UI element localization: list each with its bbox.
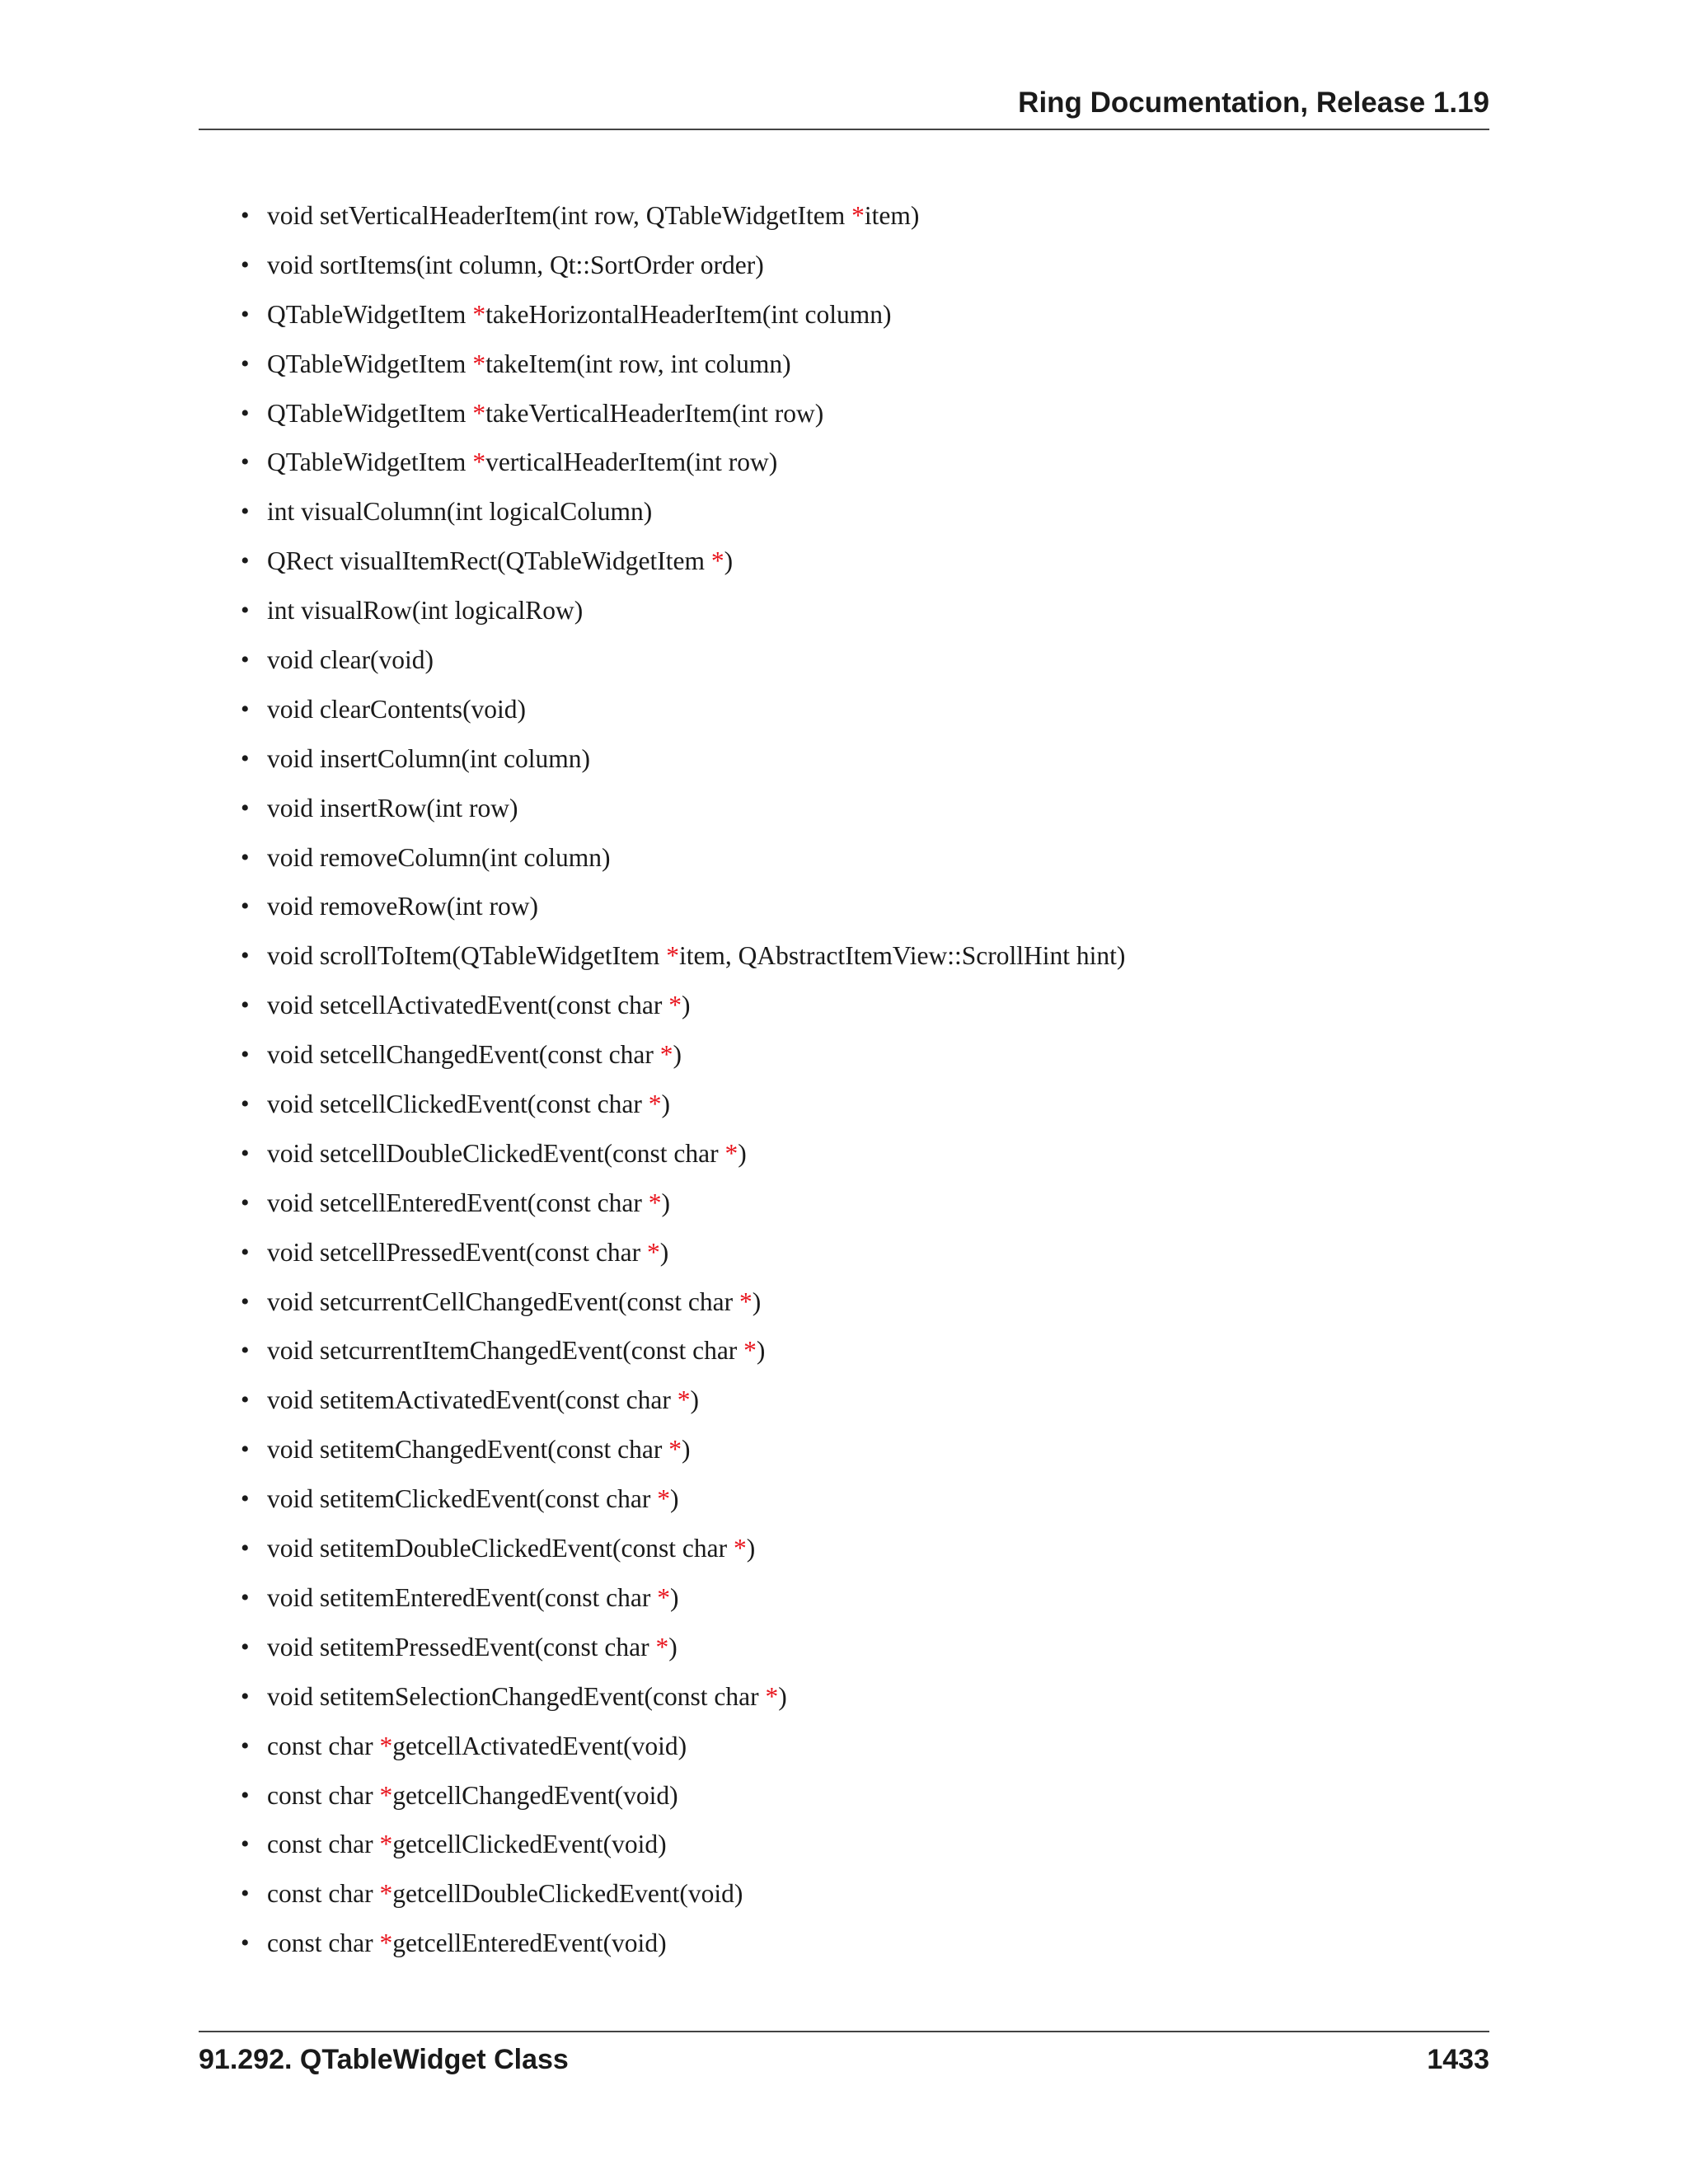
item-text-before: int visualColumn(int logicalColumn) [267, 497, 653, 527]
list-item [199, 635, 1489, 685]
item-text-before: void setcellEnteredEvent(const char [267, 1188, 649, 1217]
item-text-after: ) [681, 991, 691, 1020]
pointer-star: * [668, 991, 682, 1020]
list-item [199, 784, 1489, 833]
list-item [199, 290, 1489, 340]
item-text-before: void clear(void) [267, 645, 434, 675]
pointer-star: * [851, 201, 865, 230]
list-item [199, 1820, 1489, 1869]
bullet-icon: • [241, 498, 250, 526]
item-text-before: void setitemActivatedEvent(const char [267, 1385, 678, 1415]
list-item [199, 833, 1489, 883]
content [199, 191, 1489, 1968]
item-text-after: ) [690, 1385, 699, 1415]
item-text-before: void sortItems(int column, Qt::SortOrder order) [267, 250, 764, 279]
pointer-star: * [379, 1731, 393, 1760]
bullet-icon: • [241, 1781, 250, 1809]
item-text-after: ) [778, 1681, 787, 1711]
item-text-before: void setitemDoubleClickedEvent(const char [267, 1534, 734, 1563]
item-text-after: ) [746, 1534, 756, 1563]
bullet-icon: • [241, 1238, 250, 1266]
bullet-icon: • [241, 399, 250, 427]
item-text-before: void setcellDoubleClickedEvent(const char [267, 1138, 725, 1168]
bullet-icon: • [241, 1535, 250, 1563]
item-text-before: QTableWidgetItem [267, 349, 473, 378]
bullet-icon: • [241, 646, 250, 674]
pointer-star: * [379, 1780, 393, 1810]
header-title: Ring Documentation, Release 1.19 [1018, 87, 1489, 119]
pointer-star: * [738, 1286, 753, 1316]
bullet-icon: • [241, 942, 250, 970]
item-text-after: ) [682, 1435, 691, 1465]
pointer-star: * [655, 1632, 669, 1661]
bullet-icon: • [241, 843, 250, 871]
bullet-icon: • [241, 744, 250, 772]
list-item [199, 389, 1489, 438]
pointer-star: * [472, 349, 486, 378]
pointer-star: * [379, 1929, 393, 1958]
list-item [199, 537, 1489, 586]
page-header [199, 89, 1489, 130]
pointer-star: * [646, 1237, 660, 1267]
bullet-icon: • [241, 251, 250, 279]
item-text-before: const char [267, 1830, 380, 1859]
item-text-before: const char [267, 1731, 380, 1760]
list-item [199, 1919, 1489, 1968]
item-text-after: ) [668, 1632, 678, 1661]
item-text-before: void removeColumn(int column) [267, 842, 611, 872]
list-item [199, 1869, 1489, 1919]
list-item [199, 1228, 1489, 1277]
list-item [199, 1524, 1489, 1573]
bullet-icon: • [241, 1337, 250, 1365]
item-text-before: void setcellActivatedEvent(const char [267, 991, 669, 1020]
bullet-icon: • [241, 202, 250, 229]
pointer-star: * [648, 1090, 662, 1119]
list-item [199, 1080, 1489, 1129]
list-item [199, 1672, 1489, 1722]
bullet-icon: • [241, 300, 250, 328]
item-text-after: ) [673, 1040, 682, 1070]
bullet-icon: • [241, 448, 250, 476]
bullet-icon: • [241, 794, 250, 822]
item-text-after: item, QAbstractItemView::ScrollHint hint) [678, 941, 1126, 971]
list-item [199, 1030, 1489, 1080]
pointer-star: * [472, 448, 486, 477]
item-text-after: ) [724, 546, 734, 576]
item-text-before: const char [267, 1929, 380, 1958]
list-item [199, 1376, 1489, 1425]
item-text-after: ) [756, 1336, 766, 1366]
item-text-after: ) [669, 1582, 679, 1612]
list-item [199, 586, 1489, 635]
item-text-before: void setitemChangedEvent(const char [267, 1435, 669, 1465]
item-text-after: getcellDoubleClickedEvent(void) [392, 1879, 743, 1909]
list-item [199, 685, 1489, 734]
pointer-star: * [765, 1681, 779, 1711]
bullet-icon: • [241, 1139, 250, 1167]
list-item [199, 1623, 1489, 1672]
bullet-icon: • [241, 597, 250, 625]
pointer-star: * [379, 1830, 393, 1859]
item-text-after: takeVerticalHeaderItem(int row) [485, 398, 824, 428]
item-text-before: const char [267, 1780, 380, 1810]
pointer-star: * [743, 1336, 757, 1366]
item-text-before: const char [267, 1879, 380, 1909]
bullet-icon: • [241, 991, 250, 1019]
list-item [199, 1326, 1489, 1376]
bullet-icon: • [241, 1583, 250, 1611]
pointer-star: * [657, 1582, 670, 1612]
list-item [199, 1722, 1489, 1771]
item-text-before: void setcellPressedEvent(const char [267, 1237, 647, 1267]
bullet-icon: • [241, 1090, 250, 1118]
bullet-icon: • [241, 1386, 250, 1414]
item-text-before: QRect visualItemRect(QTableWidgetItem [267, 546, 711, 576]
bullet-icon: • [241, 1041, 250, 1069]
list-item [199, 1277, 1489, 1327]
bullet-icon: • [241, 1929, 250, 1957]
item-text-before: QTableWidgetItem [267, 448, 473, 477]
pointer-star: * [472, 299, 486, 329]
item-text-after: ) [752, 1286, 762, 1316]
item-text-after: takeHorizontalHeaderItem(int column) [485, 299, 892, 329]
bullet-icon: • [241, 1485, 250, 1513]
list-item [199, 487, 1489, 537]
list-item [199, 734, 1489, 784]
item-text-after: verticalHeaderItem(int row) [485, 448, 778, 477]
bullet-icon: • [241, 1732, 250, 1760]
item-text-after: getcellActivatedEvent(void) [392, 1731, 687, 1760]
item-text-before: void clearContents(void) [267, 694, 527, 724]
item-text-after: ) [661, 1090, 670, 1119]
list-item [199, 931, 1489, 981]
item-text-before: void setitemEnteredEvent(const char [267, 1582, 658, 1612]
list-item [199, 981, 1489, 1030]
item-text-after: getcellClickedEvent(void) [392, 1830, 667, 1859]
item-text-before: void setcurrentCellChangedEvent(const char [267, 1286, 739, 1316]
pointer-star: * [733, 1534, 747, 1563]
item-text-after: ) [670, 1484, 679, 1514]
item-text-before: void setitemPressedEvent(const char [267, 1632, 656, 1661]
item-text-before: void setitemSelectionChangedEvent(const char [267, 1681, 766, 1711]
bullet-icon: • [241, 893, 250, 921]
item-text-before: void setcellClickedEvent(const char [267, 1090, 649, 1119]
pointer-star: * [648, 1188, 662, 1217]
bullet-icon: • [241, 695, 250, 723]
bullet-icon: • [241, 547, 250, 575]
pointer-star: * [379, 1879, 393, 1909]
item-text-after: item) [864, 201, 920, 230]
pointer-star: * [659, 1040, 673, 1070]
item-text-before: void setVerticalHeaderItem(int row, QTableWidgetItem [267, 201, 852, 230]
pointer-star: * [724, 1138, 738, 1168]
item-text-before: int visualRow(int logicalRow) [267, 596, 584, 626]
list-item [199, 438, 1489, 487]
function-list [199, 191, 1489, 1968]
list-item [199, 882, 1489, 931]
list-item [199, 191, 1489, 241]
pointer-star: * [677, 1385, 691, 1415]
item-text-before: void insertRow(int row) [267, 793, 518, 823]
item-text-before: QTableWidgetItem [267, 398, 473, 428]
bullet-icon: • [241, 1633, 250, 1661]
list-item [199, 1425, 1489, 1474]
pointer-star: * [666, 941, 679, 971]
bullet-icon: • [241, 1287, 250, 1315]
item-text-before: void removeRow(int row) [267, 892, 538, 921]
item-text-before: void scrollToItem(QTableWidgetItem [267, 941, 667, 971]
footer-section-title: 91.292. QTableWidget Class [199, 2044, 569, 2075]
item-text-after: ) [661, 1188, 670, 1217]
list-item [199, 1771, 1489, 1821]
bullet-icon: • [241, 1682, 250, 1710]
item-text-before: void setcellChangedEvent(const char [267, 1040, 660, 1070]
item-text-after: ) [738, 1138, 747, 1168]
list-item [199, 241, 1489, 290]
footer-page-number: 1433 [1427, 2044, 1489, 2075]
pointer-star: * [472, 398, 486, 428]
list-item [199, 1474, 1489, 1524]
item-text-after: getcellChangedEvent(void) [392, 1780, 678, 1810]
list-item [199, 340, 1489, 389]
item-text-before: void insertColumn(int column) [267, 743, 590, 773]
item-text-before: QTableWidgetItem [267, 299, 473, 329]
bullet-icon: • [241, 1830, 250, 1858]
bullet-icon: • [241, 1188, 250, 1216]
item-text-after: ) [659, 1237, 669, 1267]
bullet-icon: • [241, 349, 250, 377]
bullet-icon: • [241, 1436, 250, 1464]
item-text-after: getcellEnteredEvent(void) [392, 1929, 667, 1958]
item-text-before: void setitemClickedEvent(const char [267, 1484, 658, 1514]
pointer-star: * [668, 1435, 682, 1465]
bullet-icon: • [241, 1880, 250, 1908]
pointer-star: * [657, 1484, 670, 1514]
item-text-before: void setcurrentItemChangedEvent(const char [267, 1336, 744, 1366]
list-item [199, 1573, 1489, 1623]
item-text-after: takeItem(int row, int column) [485, 349, 791, 378]
page-footer [199, 2031, 1489, 2080]
list-item [199, 1129, 1489, 1179]
pointer-star: * [710, 546, 724, 576]
list-item [199, 1179, 1489, 1228]
